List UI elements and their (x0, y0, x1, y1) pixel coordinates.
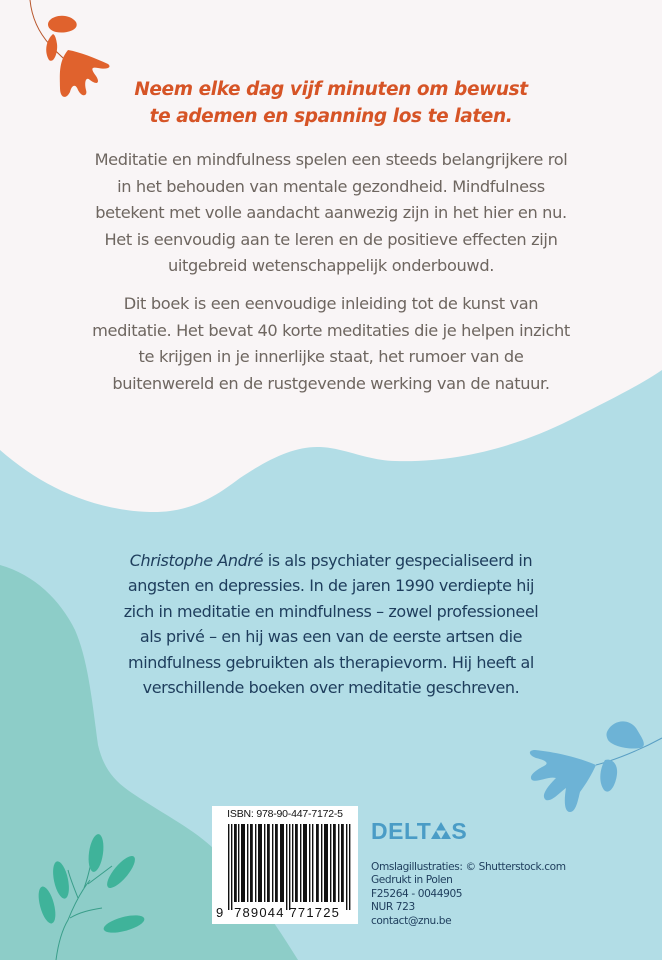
tagline-line: te ademen en spanning los te laten. (149, 106, 513, 127)
imprint-printed: Gedrukt in Polen (371, 874, 453, 887)
imprint-credits: Omslagillustraties: © Shutterstock.com (371, 861, 566, 873)
bio-line: mindfulness gebruikten als therapievorm. Hij heeft al (128, 652, 534, 672)
description-paragraph-1 (0, 147, 662, 280)
barcode-digit-group: 771725 (289, 905, 341, 920)
publisher-logo (371, 818, 467, 845)
barcode-lead-digit: 9 (216, 905, 225, 920)
text-line: te krijgen in je innerlijke staat, het rumoer van de (138, 347, 524, 366)
text-line: Het is eenvoudig aan te leren en de positieve effecten zijn (104, 229, 558, 249)
logo-text: S (451, 818, 468, 844)
barcode-digit-group: 789044 (234, 905, 285, 920)
imprint-code: F25264 - 0044905 (371, 887, 463, 900)
bio-line: als privé – en hij was een van de eerste artsen die (139, 627, 523, 647)
text-line: Dit boek is een eenvoudige inleiding tot de kunst van (123, 294, 539, 313)
description-paragraph-2 (0, 291, 662, 397)
imprint-contact: contact@znu.be (371, 914, 452, 927)
publisher-imprint (371, 861, 566, 928)
text-line: meditatie. Het bevat 40 korte meditaties die je helpen inzicht (92, 320, 570, 340)
bio-line (0, 548, 662, 573)
bio-line: verschillende boeken over meditatie geschreven. (142, 678, 520, 698)
barcode-bars-icon (228, 824, 352, 910)
triangle-a-logo-icon (431, 822, 451, 839)
logo-text: DELT (371, 818, 432, 844)
barcode-digits (216, 906, 356, 920)
tagline-line: Neem elke dag vijf minuten om bewust (134, 79, 528, 100)
imprint-nur: NUR 723 (371, 901, 415, 914)
text-line: in het behouden van mentale gezondheid. Mindfulness (117, 176, 545, 196)
bio-line: zich in meditatie en mindfulness – zowel professioneel (123, 601, 539, 621)
text-line: Meditatie en mindfulness spelen een steeds belangrijkere rol (94, 150, 568, 169)
author-name: Christophe André (129, 551, 264, 570)
text-line: uitgebreid wetenschappelijk onderbouwd. (167, 256, 495, 275)
text-line: betekent met volle aandacht aanwezig zijn in het hier en nu. (95, 203, 567, 222)
isbn-label: ISBN: 978-90-447-7172-5 (227, 808, 343, 820)
text-line: buitenwereld en de rustgevende werking van de natuur. (112, 373, 550, 393)
bio-line: angsten en depressies. In de jaren 1990 verdiepte hij (127, 576, 535, 596)
isbn-barcode (212, 806, 358, 924)
bio-text: is als psychiater gespecialiseerd in (263, 551, 533, 570)
tagline-quote (0, 76, 662, 130)
author-bio (0, 548, 662, 700)
